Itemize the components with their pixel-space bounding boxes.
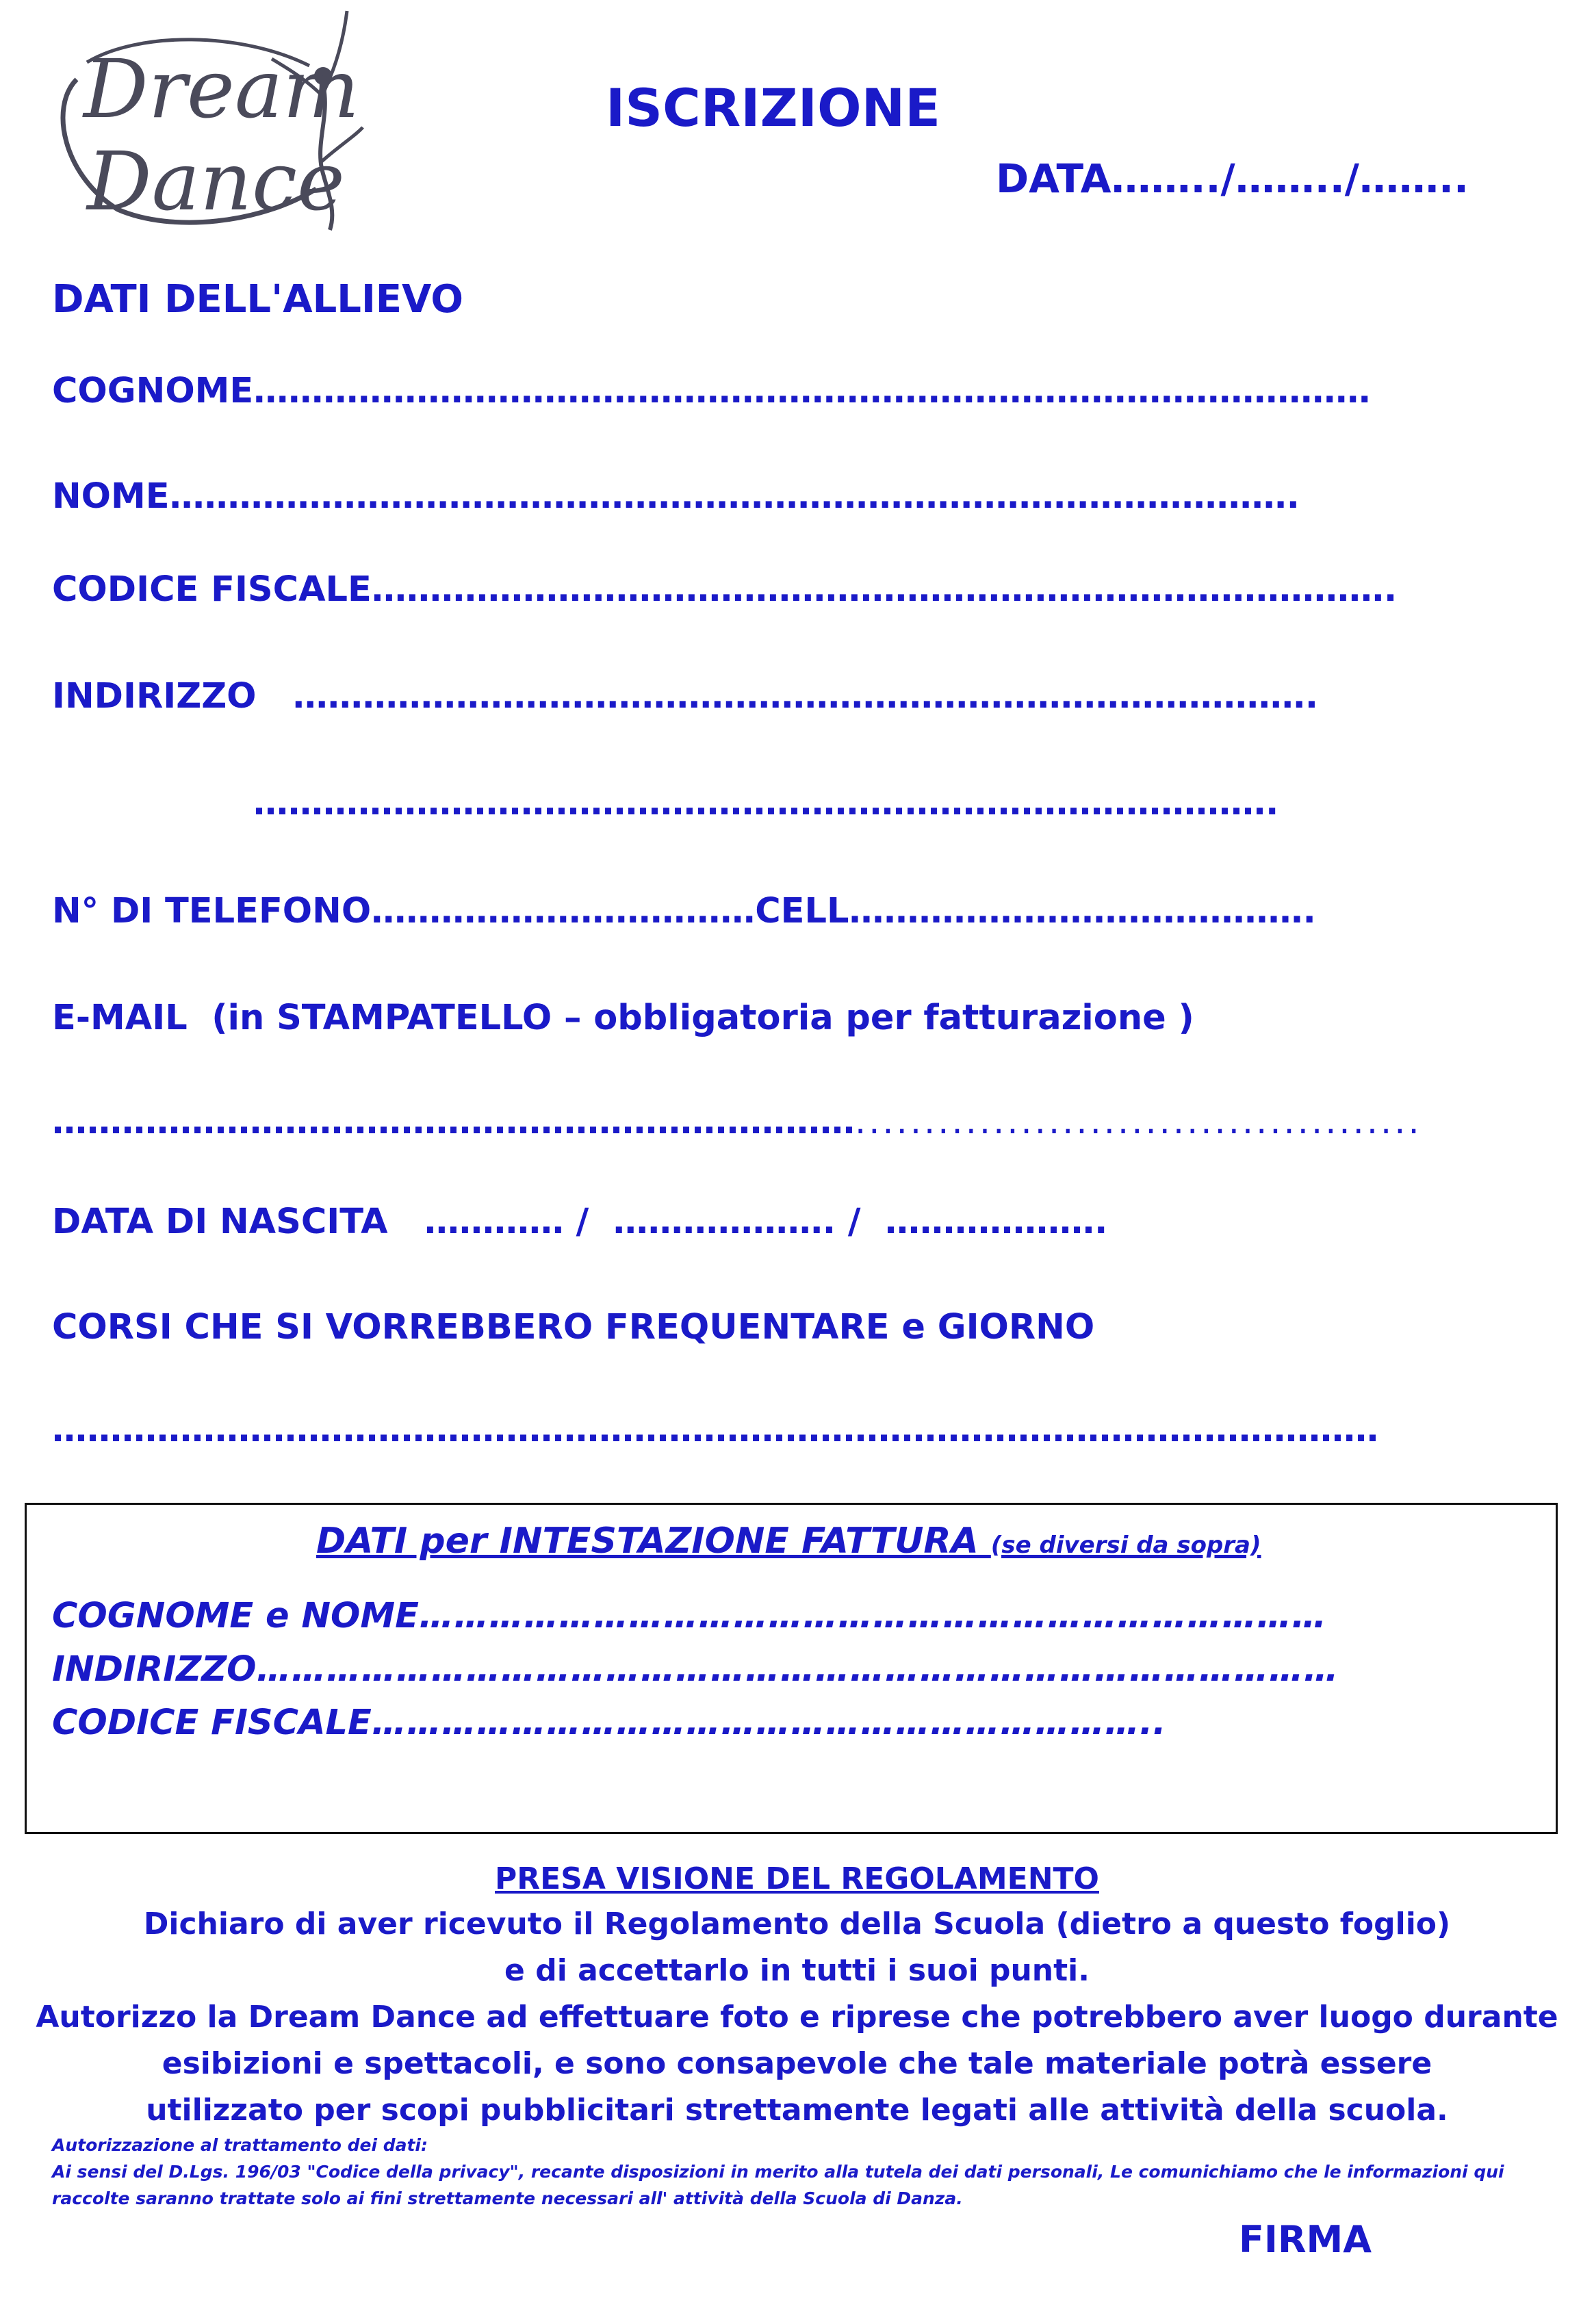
indirizzo-field[interactable]: INDIRIZZO ……………………………………………………………………………. bbox=[52, 676, 1319, 716]
invoice-codice-fiscale-field[interactable]: CODICE FISCALE………………………………………………………….. bbox=[52, 1703, 1166, 1743]
nome-field[interactable]: NOME……………………………………………………………………………………. bbox=[52, 476, 1300, 517]
student-section-title: DATI DELL'ALLIEVO bbox=[52, 277, 464, 322]
email-field[interactable] bbox=[52, 1102, 1422, 1142]
privacy-title: Autorizzazione al trattamento dei dati: bbox=[52, 2135, 428, 2155]
logo-line-2: Dance bbox=[87, 134, 345, 229]
logo-line-1: Dream bbox=[83, 42, 360, 136]
codice-fiscale-field[interactable]: CODICE FISCALE……………………………………………………………………………. bbox=[52, 569, 1398, 610]
indirizzo-field-line-2[interactable]: ……………………………………………………………………………. bbox=[253, 783, 1279, 823]
invoice-title bbox=[316, 1521, 1261, 1562]
email-dots-thin: ......................................... bbox=[855, 1102, 1422, 1142]
regolamento-line-2: e di accettarlo in tutti i suoi punti. bbox=[504, 1953, 1090, 1988]
dancer-silhouette-icon bbox=[36, 4, 364, 237]
corsi-field[interactable]: …………………………………………………………………………………………………… bbox=[52, 1410, 1378, 1450]
email-dots: …………………………………………………………… bbox=[52, 1102, 855, 1142]
firma-label: FIRMA bbox=[1239, 2218, 1372, 2261]
form-title: ISCRIZIONE bbox=[606, 77, 941, 138]
regolamento-title: PRESA VISIONE DEL REGOLAMENTO bbox=[495, 1861, 1099, 1896]
regolamento-line-1: Dichiaro di aver ricevuto il Regolamento della Scuola (dietro a questo foglio) bbox=[143, 1907, 1451, 1941]
privacy-notice bbox=[52, 2132, 1530, 2212]
corsi-label: CORSI CHE SI VORREBBERO FREQUENTARE e GIORNO bbox=[52, 1307, 1095, 1347]
data-nascita-field[interactable]: DATA DI NASCITA ………… / ………………. / ………………. bbox=[52, 1202, 1108, 1242]
invoice-indirizzo-field[interactable]: INDIRIZZO………………………………………………………………………………… bbox=[52, 1649, 1339, 1690]
regolamento-line-5: utilizzato per scopi pubblicitari strettamente legati alle attività della scuola. bbox=[146, 2093, 1448, 2128]
email-label: E-MAIL (in STAMPATELLO – obbligatoria per fatturazione ) bbox=[52, 998, 1194, 1038]
regolamento-line-4: esibizioni e spettacoli, e sono consapevole che tale materiale potrà essere bbox=[162, 2046, 1432, 2081]
dream-dance-logo bbox=[36, 4, 364, 237]
telefono-field[interactable]: N° DI TELEFONO……………………………CELL…………………………………. bbox=[52, 891, 1316, 931]
cognome-field[interactable]: COGNOME…………………………………………………………………………………… bbox=[52, 371, 1371, 411]
invoice-subtitle: (se diversi da sopra) bbox=[990, 1532, 1261, 1559]
privacy-text: Ai sensi del D.Lgs. 196/03 "Codice della privacy", recante disposizioni in merito alla tutela dei dati personali, Le comunichiamo che le informazioni qui raccolte saranno trattate solo ai fini strettamente necessari all' attività della Scuola di Danza. bbox=[52, 2161, 1504, 2208]
regolamento-line-3: Autorizzo la Dream Dance ad effettuare foto e riprese che potrebbero aver luogo durante bbox=[36, 2000, 1558, 2035]
invoice-cognome-nome-field[interactable]: COGNOME e NOME…………………………………………………………………… bbox=[52, 1596, 1326, 1636]
date-field[interactable]: DATA……../……../…….. bbox=[996, 155, 1469, 202]
invoice-title-text: DATI per INTESTAZIONE FATTURA bbox=[316, 1521, 991, 1562]
